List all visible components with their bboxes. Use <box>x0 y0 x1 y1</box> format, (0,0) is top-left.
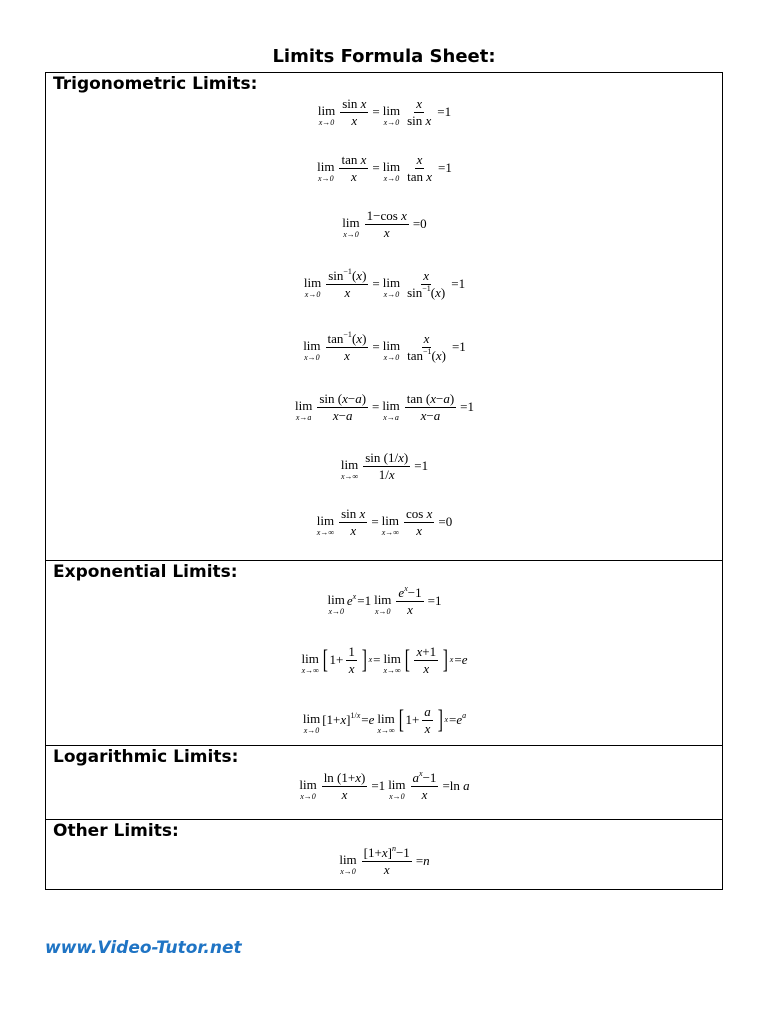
formula-power-limit: lim x→0 $\frac{[1+x]^n-1}{x}$ =n <box>339 843 430 877</box>
formula-list <box>46 767 722 805</box>
formula-list <box>46 842 722 880</box>
section-heading: Other Limits: <box>53 821 179 841</box>
section-logarithmic-limits <box>46 746 722 820</box>
formula-e-power-a: lim x→0 $[1+x]^{1/x}$ =e lim x→∞ [ 1+ $\frac{a}{x}$ ] x $=e^a$ <box>302 703 467 736</box>
formula-list <box>46 583 722 741</box>
page-title: Limits Formula Sheet: <box>272 46 496 67</box>
section-heading: Exponential Limits: <box>53 562 238 582</box>
formula-list <box>46 95 722 539</box>
formula-sin-cos-infinity: lim x→∞ $\frac{\text{sin x}}{x}$ = lim x→∞ $\frac{\text{cos x}}{x}$ =0 <box>316 505 453 538</box>
formula-shifted-sin-tan: lim x→a $\frac{\sin (x-a)}{x-a}$ = lim x→a $\frac{\tan (x-a)}{x-a}$ =1 <box>294 390 475 423</box>
section-trigonometric-limits <box>46 73 722 561</box>
formula-table <box>45 72 723 890</box>
section-heading: Trigonometric Limits: <box>53 74 258 94</box>
formula-e-definition: lim x→∞ [ 1+ $\frac{1}{x}$ ] x = lim x→∞ [ $\frac{x+1}{x}$ ] x =e <box>301 643 468 676</box>
section-heading: Logarithmic Limits: <box>53 747 239 767</box>
formula-exp-limits: lim x→0 $e^x$ =1 lim x→0 $\frac{e^x-1}{x}$ =1 <box>327 583 442 617</box>
footer-website-link[interactable]: www.Video-Tutor.net <box>45 938 242 958</box>
section-other-limits <box>46 820 722 889</box>
formula-one-minus-cos: lim x→0 $\frac{\text{1−cos x}}{x}$ =0 <box>342 207 427 240</box>
formula-log-limits: lim x→0 $\frac{\ln (1+x)}{x}$ =1 lim x→0 $\frac{a^x-1}{x}$ =ln a <box>299 768 470 802</box>
formula-sin-reciprocal: lim x→∞ $\frac{\sin (1/x)}{1/x}$ =1 <box>340 449 429 482</box>
section-exponential-limits <box>46 561 722 746</box>
formula-arctan-over-x: lim x→0 $\frac{\tan^{-1}(x)}{x}$ = lim x→0 $\frac{x}{\tan^{-1}(x)}$ =1 <box>303 329 466 363</box>
formula-tan-over-x: lim x→0 $\frac{\text{tan x}}{x}$ = lim x→0 $\frac{x}{\text{tan x}}$ =1 <box>317 151 452 184</box>
formula-sin-over-x: lim x→0 $\frac{\text{sin x}}{x}$ = lim x→0 $\frac{x}{\text{sin x}}$ =1 <box>317 95 452 128</box>
formula-arcsin-over-x: lim x→0 $\frac{\sin^{-1}(x)}{x}$ = lim x→0 $\frac{x}{\sin^{-1}(x)}$ =1 <box>303 266 466 300</box>
